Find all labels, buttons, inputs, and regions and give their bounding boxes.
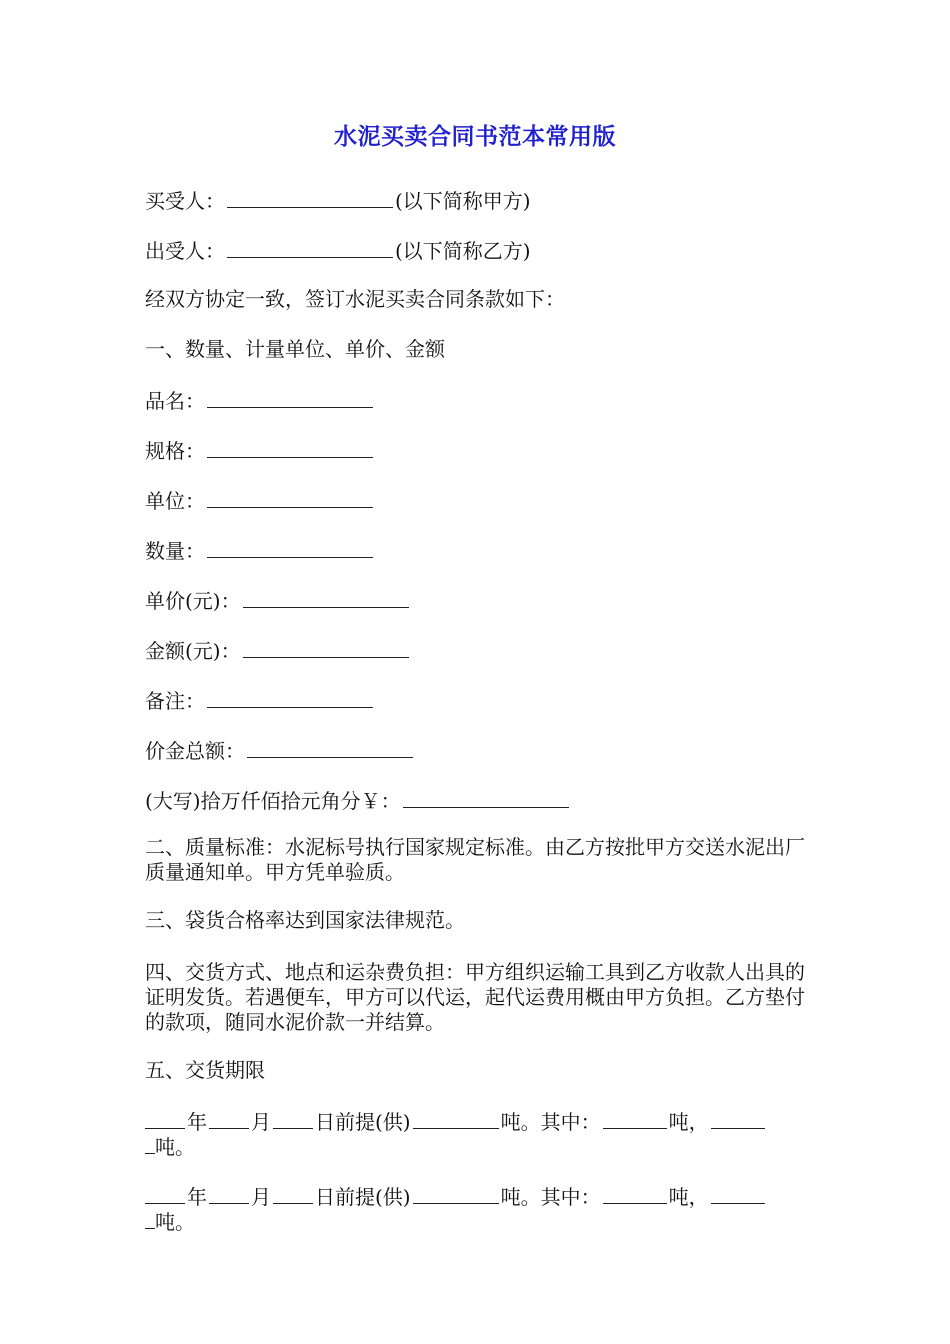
field-qty-blank[interactable]	[207, 537, 373, 558]
delivery-1-total-blank[interactable]	[413, 1108, 499, 1129]
field-spec-label: 规格：	[145, 439, 205, 463]
delivery-1-among-label: 吨。其中：	[500, 1110, 601, 1134]
delivery-2-total-blank[interactable]	[413, 1183, 499, 1204]
delivery-1-year-label: 年	[187, 1110, 207, 1134]
field-spec-blank[interactable]	[207, 437, 373, 458]
field-total-line	[145, 737, 815, 764]
delivery-2-part-b-blank[interactable]	[711, 1183, 765, 1204]
field-unit-label: 单位：	[145, 489, 205, 513]
delivery-2-among-label: 吨。其中：	[500, 1185, 601, 1209]
field-capital-blank[interactable]	[403, 787, 569, 808]
delivery-1-end-label: 吨。	[155, 1135, 195, 1159]
delivery-2-end-label: 吨。	[155, 1210, 195, 1234]
section-3-paragraph: 三、袋货合格率达到国家法律规范。	[145, 908, 465, 932]
field-price-blank[interactable]	[243, 587, 409, 608]
field-total-blank[interactable]	[247, 737, 413, 758]
delivery-2-month-blank[interactable]	[209, 1183, 249, 1204]
delivery-row-2	[145, 1183, 815, 1210]
field-amount-label: 金额(元)：	[145, 639, 241, 663]
field-remark-blank[interactable]	[207, 687, 373, 708]
delivery-1-year-blank[interactable]	[145, 1108, 185, 1129]
section-2-paragraph: 二、质量标准：水泥标号执行国家规定标准。由乙方按批甲方交送水泥出厂质量通知单。甲方凭单验质。	[145, 835, 805, 884]
delivery-row-2-cont	[145, 1208, 815, 1235]
field-capital-line	[145, 787, 815, 814]
field-price-label: 单价(元)：	[145, 589, 241, 613]
field-price-line	[145, 587, 815, 614]
intro-line: 经双方协定一致，签订水泥买卖合同条款如下：	[145, 287, 565, 311]
field-unit-blank[interactable]	[207, 487, 373, 508]
delivery-2-part-a-blank[interactable]	[603, 1183, 667, 1204]
delivery-row-1-cont	[145, 1133, 815, 1160]
field-qty-label: 数量：	[145, 539, 205, 563]
buyer-suffix: (以下简称甲方)	[395, 189, 531, 213]
delivery-row-1	[145, 1108, 815, 1135]
section-1-heading: 一、数量、计量单位、单价、金额	[145, 337, 445, 361]
delivery-1-comma-label: 吨，	[668, 1110, 709, 1134]
section-4-paragraph: 四、交货方式、地点和运杂费负担：甲方组织运输工具到乙方收款人出具的证明发货。若遇便车，甲方可以代运，起代运费用概由甲方负担。乙方垫付的款项，随同水泥价款一并结算。	[145, 960, 805, 1034]
field-name-blank[interactable]	[207, 387, 373, 408]
buyer-line	[145, 187, 815, 214]
delivery-1-part-b-blank[interactable]	[711, 1108, 765, 1129]
field-amount-blank[interactable]	[243, 637, 409, 658]
delivery-2-part-b-blank-cont[interactable]	[145, 1208, 155, 1229]
delivery-2-month-label: 月	[251, 1185, 271, 1209]
delivery-2-comma-label: 吨，	[668, 1185, 709, 1209]
delivery-2-day-blank[interactable]	[273, 1183, 313, 1204]
field-capital-label: (大写)拾万仟佰拾元角分￥：	[145, 789, 401, 813]
field-name-label: 品名：	[145, 389, 205, 413]
field-remark-label: 备注：	[145, 689, 205, 713]
delivery-1-day-blank[interactable]	[273, 1108, 313, 1129]
field-total-label: 价金总额：	[145, 739, 245, 763]
field-name-line	[145, 387, 815, 414]
buyer-blank[interactable]	[227, 187, 393, 208]
seller-label: 出受人：	[145, 239, 225, 263]
seller-line	[145, 237, 815, 264]
seller-suffix: (以下简称乙方)	[395, 239, 531, 263]
field-unit-line	[145, 487, 815, 514]
delivery-1-part-b-blank-cont[interactable]	[145, 1133, 155, 1154]
delivery-2-day-label: 日前提(供)	[315, 1185, 411, 1209]
buyer-label: 买受人：	[145, 189, 225, 213]
delivery-1-part-a-blank[interactable]	[603, 1108, 667, 1129]
field-qty-line	[145, 537, 815, 564]
field-amount-line	[145, 637, 815, 664]
field-remark-line	[145, 687, 815, 714]
document-title: 水泥买卖合同书范本常用版	[334, 124, 616, 150]
delivery-2-year-label: 年	[187, 1185, 207, 1209]
section-5-heading: 五、交货期限	[145, 1058, 265, 1082]
delivery-2-year-blank[interactable]	[145, 1183, 185, 1204]
seller-blank[interactable]	[227, 237, 393, 258]
field-spec-line	[145, 437, 815, 464]
delivery-1-day-label: 日前提(供)	[315, 1110, 411, 1134]
delivery-1-month-blank[interactable]	[209, 1108, 249, 1129]
delivery-1-month-label: 月	[251, 1110, 271, 1134]
